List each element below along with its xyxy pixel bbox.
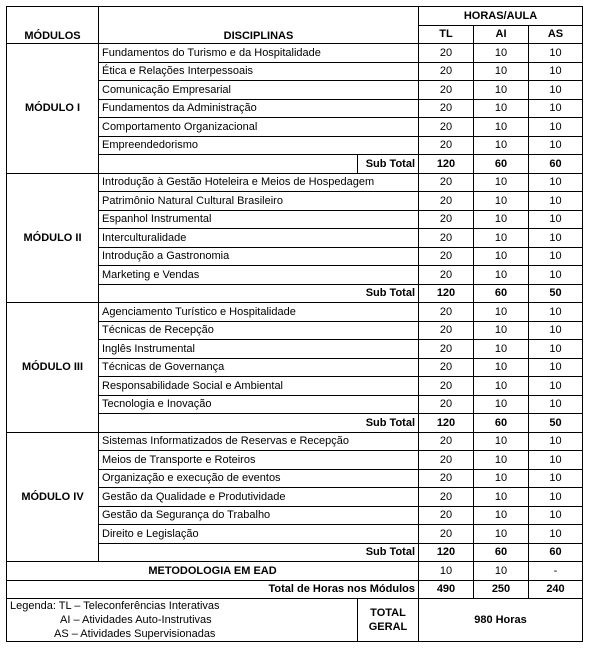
legend-line-ai: AI – Atividades Auto-Instrutivas <box>60 614 212 626</box>
discipline-name: Técnicas de Governança <box>99 358 419 377</box>
table-row <box>7 173 583 192</box>
hours-ai: 10 <box>474 340 529 359</box>
hours-tl: 20 <box>419 173 474 192</box>
hours-tl: 20 <box>419 44 474 63</box>
total-modulos-tl: 490 <box>419 580 474 599</box>
subtotal-ai: 60 <box>474 155 529 174</box>
discipline-name: Inglês Instrumental <box>99 340 419 359</box>
discipline-name: Fundamentos da Administração <box>99 99 419 118</box>
hours-ai: 10 <box>474 99 529 118</box>
subtotal-tl: 120 <box>419 284 474 303</box>
hours-ai: 10 <box>474 395 529 414</box>
total-modulos-label: Total de Horas nos Módulos <box>7 580 419 599</box>
hours-tl: 20 <box>419 303 474 322</box>
hours-tl: 20 <box>419 118 474 137</box>
hours-as: 10 <box>529 173 583 192</box>
metodologia-tl: 10 <box>419 562 474 581</box>
subtotal-tl: 120 <box>419 414 474 433</box>
legend-row <box>7 599 583 642</box>
hours-ai: 10 <box>474 358 529 377</box>
hours-tl: 20 <box>419 99 474 118</box>
discipline-name: Sistemas Informatizados de Reservas e Recepção <box>99 432 419 451</box>
hours-as: 10 <box>529 81 583 100</box>
hours-tl: 20 <box>419 229 474 248</box>
discipline-name: Direito e Legislação <box>99 525 419 544</box>
discipline-name: Meios de Transporte e Roteiros <box>99 451 419 470</box>
hours-as: 10 <box>529 136 583 155</box>
legend-line-tl: Legenda: TL – Teleconferências Interativas <box>10 600 220 612</box>
total-modulos-ai: 250 <box>474 580 529 599</box>
hours-ai: 10 <box>474 525 529 544</box>
total-geral-label-line1: TOTAL <box>370 607 406 619</box>
hours-tl: 20 <box>419 321 474 340</box>
discipline-name: Tecnologia e Inovação <box>99 395 419 414</box>
hours-as: 10 <box>529 229 583 248</box>
discipline-name: Comunicação Empresarial <box>99 81 419 100</box>
discipline-name: Ética e Relações Interpessoais <box>99 62 419 81</box>
hours-tl: 20 <box>419 451 474 470</box>
hours-as: 10 <box>529 469 583 488</box>
discipline-name: Interculturalidade <box>99 229 419 248</box>
hours-tl: 20 <box>419 525 474 544</box>
hours-as: 10 <box>529 377 583 396</box>
hours-as: 10 <box>529 432 583 451</box>
table-row <box>7 44 583 63</box>
module-name: MÓDULO III <box>7 303 99 433</box>
hours-as: 10 <box>529 451 583 470</box>
module-name: MÓDULO IV <box>7 432 99 562</box>
hours-ai: 10 <box>474 247 529 266</box>
metodologia-ai: 10 <box>474 562 529 581</box>
discipline-name: Agenciamento Turístico e Hospitalidade <box>99 303 419 322</box>
hours-ai: 10 <box>474 62 529 81</box>
discipline-name: Espanhol Instrumental <box>99 210 419 229</box>
discipline-name: Organização e execução de eventos <box>99 469 419 488</box>
subtotal-label: Sub Total <box>99 543 419 562</box>
discipline-name: Patrimônio Natural Cultural Brasileiro <box>99 192 419 211</box>
hours-tl: 20 <box>419 136 474 155</box>
hours-as: 10 <box>529 525 583 544</box>
metodologia-label: METODOLOGIA EM EAD <box>7 562 419 581</box>
subtotal-tl: 120 <box>419 155 474 174</box>
hours-as: 10 <box>529 488 583 507</box>
total-geral-value: 980 Horas <box>419 599 583 642</box>
subtotal-as: 60 <box>529 155 583 174</box>
subtotal-label: Sub Total <box>99 414 419 433</box>
hours-as: 10 <box>529 192 583 211</box>
hours-as: 10 <box>529 44 583 63</box>
total-geral-label-line2: GERAL <box>368 621 408 633</box>
discipline-name: Marketing e Vendas <box>99 266 419 285</box>
hours-tl: 20 <box>419 358 474 377</box>
hours-as: 10 <box>529 210 583 229</box>
subtotal-spacer <box>99 155 358 174</box>
module-name: MÓDULO II <box>7 173 99 303</box>
subtotal-as: 50 <box>529 414 583 433</box>
subtotal-label: Sub Total <box>358 155 419 174</box>
subtotal-ai: 60 <box>474 543 529 562</box>
hours-as: 10 <box>529 321 583 340</box>
hours-tl: 20 <box>419 340 474 359</box>
subtotal-as: 50 <box>529 284 583 303</box>
hours-as: 10 <box>529 247 583 266</box>
discipline-name: Responsabilidade Social e Ambiental <box>99 377 419 396</box>
total-modulos-as: 240 <box>529 580 583 599</box>
metodologia-as: - <box>529 562 583 581</box>
hours-tl: 20 <box>419 81 474 100</box>
discipline-name: Introdução à Gestão Hoteleira e Meios de Hospedagem <box>99 173 419 192</box>
header-modulos: MÓDULOS <box>7 7 99 44</box>
metodologia-row <box>7 562 583 581</box>
discipline-name: Fundamentos do Turismo e da Hospitalidade <box>99 44 419 63</box>
hours-ai: 10 <box>474 44 529 63</box>
module-name: MÓDULO I <box>7 44 99 174</box>
hours-tl: 20 <box>419 432 474 451</box>
hours-as: 10 <box>529 99 583 118</box>
total-modulos-row <box>7 580 583 599</box>
header-disciplinas: DISCIPLINAS <box>99 7 419 44</box>
hours-tl: 20 <box>419 395 474 414</box>
hours-ai: 10 <box>474 303 529 322</box>
hours-ai: 10 <box>474 488 529 507</box>
header-horas-aula: HORAS/AULA <box>419 7 583 26</box>
subtotal-label: Sub Total <box>99 284 419 303</box>
hours-ai: 10 <box>474 377 529 396</box>
hours-as: 10 <box>529 506 583 525</box>
subtotal-tl: 120 <box>419 543 474 562</box>
hours-ai: 10 <box>474 451 529 470</box>
hours-tl: 20 <box>419 62 474 81</box>
hours-as: 10 <box>529 118 583 137</box>
legend <box>7 599 358 642</box>
hours-as: 10 <box>529 358 583 377</box>
hours-ai: 10 <box>474 469 529 488</box>
hours-as: 10 <box>529 340 583 359</box>
hours-tl: 20 <box>419 192 474 211</box>
header-as: AS <box>529 25 583 44</box>
discipline-name: Gestão da Segurança do Trabalho <box>99 506 419 525</box>
discipline-name: Gestão da Qualidade e Produtividade <box>99 488 419 507</box>
discipline-name: Empreendedorismo <box>99 136 419 155</box>
hours-ai: 10 <box>474 118 529 137</box>
hours-tl: 20 <box>419 266 474 285</box>
hours-as: 10 <box>529 395 583 414</box>
header-tl: TL <box>419 25 474 44</box>
hours-ai: 10 <box>474 81 529 100</box>
hours-as: 10 <box>529 303 583 322</box>
hours-tl: 20 <box>419 506 474 525</box>
hours-ai: 10 <box>474 210 529 229</box>
hours-ai: 10 <box>474 173 529 192</box>
discipline-name: Técnicas de Recepção <box>99 321 419 340</box>
hours-ai: 10 <box>474 229 529 248</box>
discipline-name: Comportamento Organizacional <box>99 118 419 137</box>
curriculum-table-container <box>6 6 583 642</box>
legend-line-as: AS – Atividades Supervisionadas <box>54 628 216 640</box>
subtotal-ai: 60 <box>474 284 529 303</box>
hours-ai: 10 <box>474 432 529 451</box>
hours-ai: 10 <box>474 192 529 211</box>
subtotal-ai: 60 <box>474 414 529 433</box>
discipline-name: Introdução a Gastronomia <box>99 247 419 266</box>
table-row <box>7 303 583 322</box>
table-row <box>7 432 583 451</box>
hours-ai: 10 <box>474 136 529 155</box>
hours-tl: 20 <box>419 247 474 266</box>
header-ai: AI <box>474 25 529 44</box>
curriculum-table <box>6 6 583 642</box>
hours-ai: 10 <box>474 266 529 285</box>
header-row-1 <box>7 7 583 26</box>
hours-tl: 20 <box>419 469 474 488</box>
hours-as: 10 <box>529 62 583 81</box>
hours-as: 10 <box>529 266 583 285</box>
hours-tl: 20 <box>419 488 474 507</box>
hours-ai: 10 <box>474 506 529 525</box>
total-geral-label <box>358 599 419 642</box>
hours-tl: 20 <box>419 377 474 396</box>
subtotal-as: 60 <box>529 543 583 562</box>
hours-ai: 10 <box>474 321 529 340</box>
hours-tl: 20 <box>419 210 474 229</box>
